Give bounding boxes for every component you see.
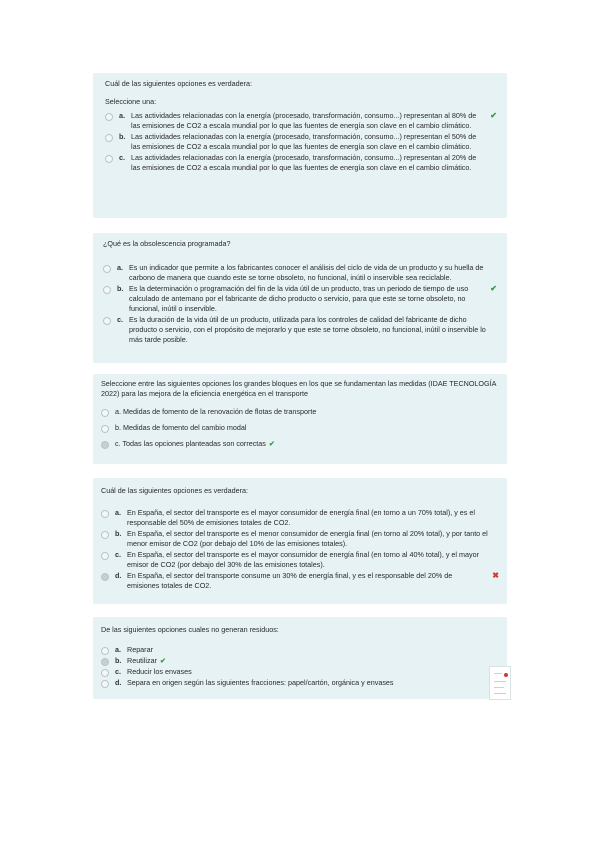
notification-dot-icon bbox=[504, 673, 508, 677]
radio-button[interactable] bbox=[101, 552, 109, 560]
option-a[interactable] bbox=[101, 407, 499, 417]
question-text: De las siguientes opciones cuales no generan residuos: bbox=[101, 625, 279, 634]
option-text: c. Todas las opciones planteadas son correctas bbox=[115, 439, 266, 448]
radio-button[interactable] bbox=[101, 409, 109, 417]
checkbox-selected[interactable] bbox=[101, 658, 109, 666]
option-letter: a. bbox=[117, 263, 123, 272]
option-c[interactable] bbox=[101, 667, 499, 677]
option-letter: b. bbox=[117, 284, 124, 293]
radio-button[interactable] bbox=[105, 134, 113, 142]
option-letter: b. bbox=[115, 529, 122, 538]
widget-line bbox=[494, 687, 504, 688]
option-text: a. Medidas de fomento de la renovación de flotas de transporte bbox=[115, 407, 317, 416]
question-text: ¿Qué es la obsolescencia programada? bbox=[103, 239, 231, 248]
option-c[interactable] bbox=[103, 315, 497, 345]
option-text: En España, el sector del transporte es el menor consumidor de energía final (en torno al 20% total), y por tanto el menor emisor de CO2 (por debajo del 10% de las emisiones totales). bbox=[127, 529, 488, 548]
option-text: Es la determinación o programación del fin de la vida útil de un producto, tras un periodo de tiempo de uso calculado de antemano por el fabricante de dicho producto o servicio, para que este se torne obsoleto, no funcional, inútil o inservible. bbox=[129, 284, 469, 313]
question-card-1 bbox=[93, 73, 507, 218]
option-letter: a. bbox=[115, 645, 121, 654]
option-b[interactable] bbox=[101, 656, 499, 666]
option-text: Las actividades relacionadas con la energía (procesado, transformación, consumo...) representan al 20% de las emisiones de CO2 a escala mundial por lo que las fuentes de energía son clave en el cambio climático. bbox=[131, 153, 477, 172]
radio-button[interactable] bbox=[103, 286, 111, 294]
radio-button-selected[interactable] bbox=[101, 441, 109, 449]
question-text: Cuál de las siguientes opciones es verdadera: bbox=[101, 486, 249, 495]
option-text: En España, el sector del transporte consume un 30% de energía final, y es el responsable del 20% de emisiones totales de CO2. bbox=[127, 571, 453, 590]
option-c[interactable] bbox=[105, 153, 497, 173]
widget-line bbox=[494, 693, 506, 694]
option-b[interactable] bbox=[101, 423, 499, 433]
option-text: Reparar bbox=[127, 645, 153, 654]
cross-icon: ✖ bbox=[492, 571, 499, 580]
question-card-2 bbox=[93, 233, 507, 363]
option-letter: d. bbox=[115, 571, 122, 580]
widget-line bbox=[494, 681, 506, 682]
radio-button[interactable] bbox=[105, 155, 113, 163]
option-text: Reutilizar bbox=[127, 656, 157, 665]
option-d[interactable] bbox=[101, 678, 499, 688]
option-letter: d. bbox=[115, 678, 122, 687]
option-text: Es un indicador que permite a los fabricantes conocer el análisis del ciclo de vida de un producto y su huella de carbono de manera que cuando este se torne obsoleto, no funcional, inútil o inservible sea reciclable. bbox=[129, 263, 484, 282]
select-label: Seleccione una: bbox=[105, 97, 157, 106]
option-letter: c. bbox=[115, 550, 121, 559]
question-card-3 bbox=[93, 374, 507, 464]
option-letter: a. bbox=[119, 111, 125, 120]
option-letter: c. bbox=[117, 315, 123, 324]
radio-button[interactable] bbox=[105, 113, 113, 121]
radio-button[interactable] bbox=[101, 510, 109, 518]
radio-button[interactable] bbox=[101, 669, 109, 677]
radio-button-selected[interactable] bbox=[101, 573, 109, 581]
option-d[interactable] bbox=[101, 571, 499, 591]
option-text: En España, el sector del transporte es el mayor consumidor de energía final (en torno a un 70% total), y es el responsable del 50% de emisiones totales de CO2. bbox=[127, 508, 475, 527]
option-text: Las actividades relacionadas con la energía (procesado, transformación, consumo...) representan el 50% de las emisiones de CO2 a escala mundial por lo que las fuentes de energía son clave en el cambio climático. bbox=[131, 132, 477, 151]
radio-button[interactable] bbox=[101, 425, 109, 433]
option-b[interactable] bbox=[105, 132, 497, 152]
check-icon: ✔ bbox=[268, 439, 275, 448]
option-c[interactable] bbox=[101, 550, 499, 570]
question-text: Seleccione entre las siguientes opciones los grandes bloques en los que se fundamentan las medidas (IDAE TECNOLOGÍA 2022) para las mejora de la eficiencia energética en el transporte bbox=[101, 379, 497, 398]
option-text: En España, el sector del transporte es el mayor consumidor de energía final (en torno al 40% total), y el mayor emisor de CO2 (por debajo del 30% de las emisiones totales). bbox=[127, 550, 479, 569]
option-text: Es la duración de la vida útil de un producto, utilizada para los controles de calidad del fabricante de dicho producto o servicio, con el propósito de mejorarlo y que este se torne obsoleto, no funcional, inútil o inservible lo más tarde posible. bbox=[129, 315, 486, 344]
option-text: Las actividades relacionadas con la energía (procesado, transformación, consumo...) representan al 80% de las emisiones de CO2 a escala mundial por lo que las fuentes de energía son clave en el cambio climático. bbox=[131, 111, 477, 130]
radio-button[interactable] bbox=[101, 647, 109, 655]
option-b[interactable] bbox=[101, 529, 499, 549]
option-text: Separa en origen según las siguientes fracciones: papel/cartón, orgánica y envases bbox=[127, 678, 394, 687]
option-text: Reducir los envases bbox=[127, 667, 192, 676]
option-letter: b. bbox=[119, 132, 126, 141]
option-letter: a. bbox=[115, 508, 121, 517]
radio-button[interactable] bbox=[103, 265, 111, 273]
option-a[interactable] bbox=[105, 111, 497, 131]
widget-line bbox=[494, 673, 502, 674]
radio-button[interactable] bbox=[103, 317, 111, 325]
check-icon: ✔ bbox=[490, 111, 497, 120]
option-letter: c. bbox=[115, 667, 121, 676]
option-b[interactable] bbox=[103, 284, 497, 314]
check-icon: ✔ bbox=[490, 284, 497, 293]
radio-button[interactable] bbox=[101, 680, 109, 688]
option-text: b. Medidas de fomento del cambio modal bbox=[115, 423, 247, 432]
question-card-4 bbox=[93, 478, 507, 604]
option-c[interactable] bbox=[101, 439, 499, 449]
option-a[interactable] bbox=[103, 263, 497, 283]
option-a[interactable] bbox=[101, 645, 499, 655]
option-letter: c. bbox=[119, 153, 125, 162]
floating-widget[interactable] bbox=[489, 666, 511, 700]
check-icon: ✔ bbox=[159, 656, 166, 665]
question-card-5 bbox=[93, 617, 507, 699]
radio-button[interactable] bbox=[101, 531, 109, 539]
question-text: Cuál de las siguientes opciones es verdadera: bbox=[105, 79, 253, 88]
option-a[interactable] bbox=[101, 508, 499, 528]
option-letter: b. bbox=[115, 656, 122, 665]
